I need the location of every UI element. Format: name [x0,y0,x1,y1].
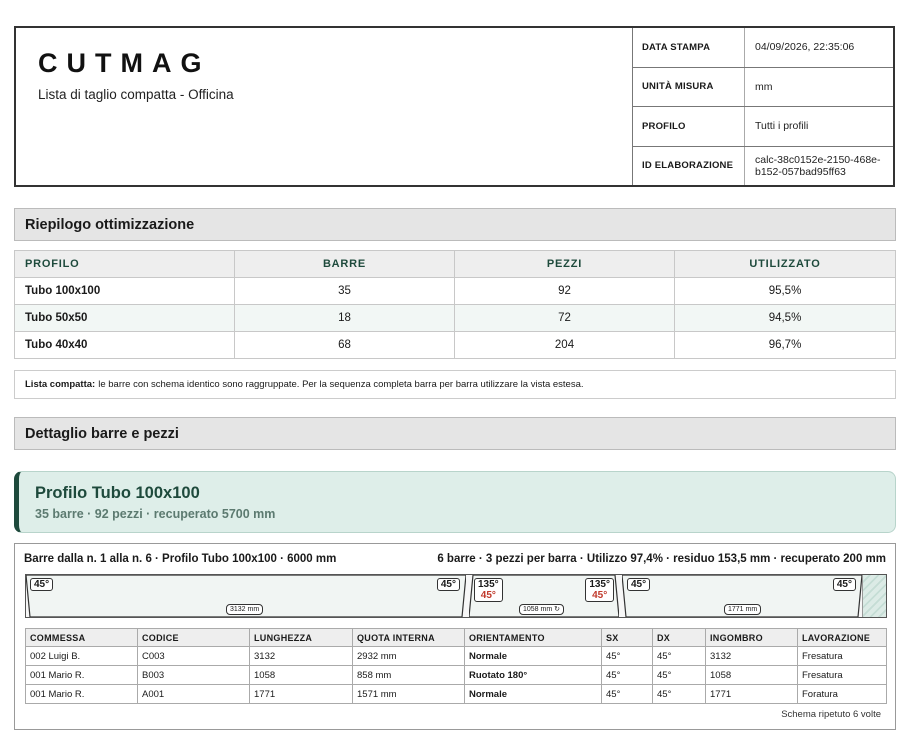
column-header: QUOTA INTERNA [353,629,465,647]
summary-table [14,250,896,359]
document-subtitle: Lista di taglio compatta - Officina [38,87,234,102]
meta-value: 04/09/2026, 22:35:06 [755,41,855,54]
length-label: 3132 mm [226,604,263,615]
left-angle-label: 45° [627,578,650,591]
meta-row [633,107,893,147]
cell-orientation: Ruotato 180° [465,666,602,685]
cell-bars: 18 [235,305,455,332]
pieces-header-row [26,629,887,647]
cell-bars: 68 [235,332,455,359]
cell-length: 1771 [250,685,353,704]
cell-used: 95,5% [675,278,896,305]
note-text: le barre con schema identico sono raggruppate. Per la sequenza completa barra per barra utilizzare la vista estesa. [98,379,584,390]
left-angle-label [474,578,503,602]
cell-dx: 45° [653,666,706,685]
meta-value: mm [755,80,773,93]
cell-sx: 45° [602,666,653,685]
detail-section-title: Dettaglio barre e pezzi [14,417,896,450]
column-header: SX [602,629,653,647]
profile-title: Profilo Tubo 100x100 [35,484,200,502]
cell-profile: Tubo 100x100 [15,278,235,305]
cell-processing: Fresatura [798,647,887,666]
cell-processing: Fresatura [798,666,887,685]
bar-group [14,543,896,730]
bar-piece [469,575,619,617]
left-angle-label: 45° [30,578,53,591]
cell-size: 1058 [706,666,798,685]
cell-profile: Tubo 40x40 [15,332,235,359]
column-header: LAVORAZIONE [798,629,887,647]
meta-key: UNITÀ MISURA [633,68,745,107]
cell-inner: 858 mm [353,666,465,685]
cell-dx: 45° [653,647,706,666]
bar-piece [26,575,466,617]
cell-length: 1058 [250,666,353,685]
table-row [26,685,887,704]
summary-section-title: Riepilogo ottimizzazione [14,208,896,241]
cell-orientation: Normale [465,685,602,704]
profile-card [14,471,896,533]
cutting-bar-diagram [25,574,887,618]
column-header: PEZZI [455,251,675,278]
cell-used: 96,7% [675,332,896,359]
table-row [26,647,887,666]
cell-dx: 45° [653,685,706,704]
meta-key: PROFILO [633,107,745,146]
cell-code: B003 [138,666,250,685]
bar-piece [622,575,862,617]
table-row [15,332,896,359]
cell-processing: Foratura [798,685,887,704]
cell-order: 001 Mario R. [26,666,138,685]
cell-pieces: 92 [455,278,675,305]
column-header: BARRE [235,251,455,278]
scrap-remainder [862,575,886,617]
note-label: Lista compatta: [25,379,96,390]
column-header: INGOMBRO [706,629,798,647]
table-row [15,278,896,305]
column-header: PROFILO [15,251,235,278]
right-angle-label: 45° [437,578,460,591]
cell-profile: Tubo 50x50 [15,305,235,332]
right-angle-label: 45° [833,578,856,591]
repeat-note: Schema ripetuto 6 volte [781,709,881,720]
column-header: LUNGHEZZA [250,629,353,647]
meta-value: Tutti i profili [755,120,809,133]
meta-value: calc-38c0152e-2150-468e-b152-057bad95ff63 [755,153,881,178]
cell-pieces: 72 [455,305,675,332]
left-angle-primary: 135° [478,579,499,590]
meta-row [633,28,893,68]
cell-order: 002 Luigi B. [26,647,138,666]
column-header: COMMESSA [26,629,138,647]
cell-order: 001 Mario R. [26,685,138,704]
group-header [24,553,886,565]
right-angle-primary: 135° [589,579,610,590]
right-angle-label [585,578,614,602]
cell-inner: 2932 mm [353,647,465,666]
cell-size: 3132 [706,647,798,666]
cell-size: 1771 [706,685,798,704]
left-angle-secondary: 45° [480,590,496,601]
right-angle-secondary: 45° [592,590,608,601]
column-header: ORIENTAMENTO [465,629,602,647]
column-header: UTILIZZATO [675,251,896,278]
table-row [26,666,887,685]
cell-sx: 45° [602,685,653,704]
summary-header-row [15,251,896,278]
pieces-table [25,628,887,704]
logo: CUTMAG [38,48,211,78]
cell-code: A001 [138,685,250,704]
cell-inner: 1571 mm [353,685,465,704]
cell-used: 94,5% [675,305,896,332]
meta-row [633,68,893,108]
length-label: 1058 mm ↻ [519,604,564,615]
meta-table [632,28,893,185]
profile-subtitle: 35 barre · 92 pezzi · recuperato 5700 mm [35,507,276,521]
column-header: CODICE [138,629,250,647]
meta-key: DATA STAMPA [633,28,745,67]
length-label: 1771 mm [724,604,761,615]
cell-code: C003 [138,647,250,666]
group-header-left: Barre dalla n. 1 alla n. 6 · Profilo Tubo 100x100 · 6000 mm [24,553,337,565]
column-header: DX [653,629,706,647]
document-header [14,26,895,187]
group-header-right: 6 barre · 3 pezzi per barra · Utilizzo 97,4% · residuo 153,5 mm · recuperato 200 mm [437,553,886,565]
cell-orientation: Normale [465,647,602,666]
table-row [15,305,896,332]
header-brand [16,28,632,185]
cell-length: 3132 [250,647,353,666]
cell-bars: 35 [235,278,455,305]
cell-pieces: 204 [455,332,675,359]
compact-list-note [14,370,896,399]
meta-row [633,147,893,186]
meta-key: ID ELABORAZIONE [633,147,745,186]
cell-sx: 45° [602,647,653,666]
